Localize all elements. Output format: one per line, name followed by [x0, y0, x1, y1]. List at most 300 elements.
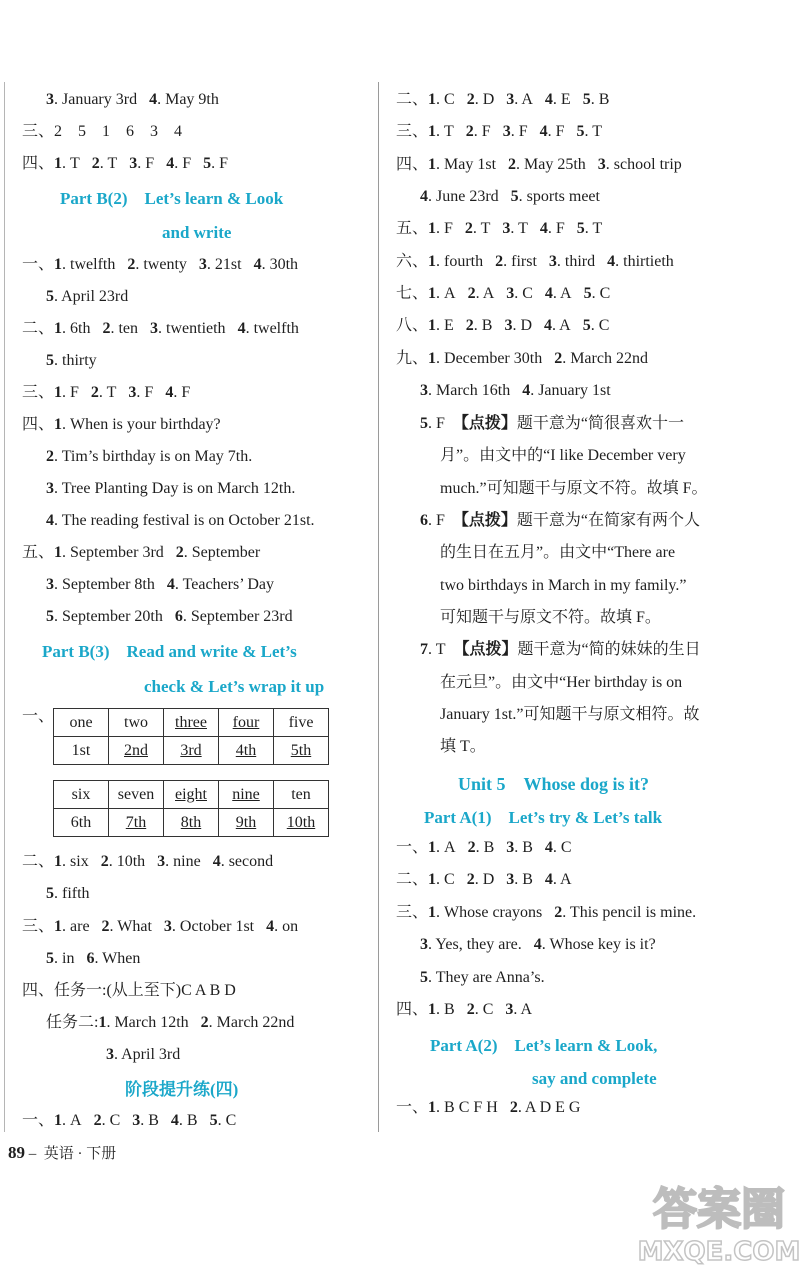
- item-number: 3: [106, 1046, 114, 1063]
- item-answer: . F: [211, 155, 228, 172]
- item-number: 4: [539, 220, 548, 237]
- item-answer: . A: [436, 839, 456, 856]
- item-answer: . sports meet: [518, 188, 600, 205]
- table-row: [54, 781, 329, 809]
- item-answer: . B: [473, 317, 493, 334]
- item-number: 2: [175, 544, 184, 561]
- item-number: 2: [467, 285, 476, 302]
- item-answer: . D: [474, 91, 495, 108]
- question-prefix: 四、: [22, 416, 55, 433]
- item-number: 3: [506, 871, 515, 888]
- item-number: 3: [506, 839, 515, 856]
- item-number: 4: [544, 285, 553, 302]
- item-answer: . Whose key is it?: [541, 936, 656, 953]
- table-cell: [109, 809, 164, 837]
- answer-line: [46, 286, 128, 308]
- item-number: 2: [127, 256, 136, 273]
- cell-text: 10th: [286, 813, 316, 831]
- item-answer: . nine: [165, 853, 201, 870]
- answer-line: [420, 934, 656, 956]
- explanation-line: 填 T。: [440, 738, 486, 755]
- item-answer: . September 20th: [54, 608, 163, 625]
- explanation-line: two birthdays in March in my family.”: [440, 577, 687, 594]
- item-number: 3: [163, 918, 172, 935]
- table-cell: [274, 737, 329, 765]
- unit-heading: Unit 5 Whose dog is it?: [458, 774, 650, 794]
- answer-line: [46, 606, 293, 628]
- item-number: 1: [428, 123, 437, 140]
- item-number: 1: [428, 156, 437, 173]
- item-answer: . 21st: [206, 256, 242, 273]
- item-number: 4: [166, 155, 175, 172]
- item-answer: . D: [512, 317, 533, 334]
- item-number: 2: [554, 350, 563, 367]
- item-answer: . A: [552, 317, 571, 334]
- item-number: 4: [253, 256, 262, 273]
- item-answer: . March 16th: [428, 382, 511, 399]
- item-number: 2: [466, 871, 475, 888]
- item-answer: . September 23rd: [182, 608, 293, 625]
- item-number: 5: [46, 288, 54, 305]
- item-answer: . B: [140, 1112, 159, 1129]
- item-number: 1: [54, 320, 63, 337]
- item-answer: . March 22nd: [208, 1014, 295, 1031]
- item-answer: . October 1st: [171, 918, 255, 935]
- cell-text: 2nd: [124, 741, 148, 759]
- item-number: 2: [467, 839, 476, 856]
- item-number: 2: [509, 1099, 518, 1116]
- watermark-logo: [634, 1172, 804, 1272]
- item-number: 2: [465, 317, 474, 334]
- question-prefix: 二、: [22, 853, 55, 870]
- explanation-line: 7. T 【点拨】题干意为“简的妹妹的生日: [420, 641, 701, 658]
- item-answer: . January 1st: [530, 382, 611, 399]
- item-answer: . May 25th: [516, 156, 586, 173]
- item-answer: . May 1st: [436, 156, 497, 173]
- item-answer: . thirtieth: [615, 253, 674, 270]
- item-answer: . March 22nd: [562, 350, 648, 367]
- item-answer: . June 23rd: [428, 188, 499, 205]
- table-row: [54, 809, 329, 837]
- table-cell: [219, 709, 274, 737]
- cell-text: ten: [291, 785, 311, 803]
- item-answer: . April 23rd: [54, 288, 129, 305]
- item-answer: . Whose crayons: [436, 904, 543, 921]
- item-number: 2: [465, 123, 474, 140]
- item-number: 4: [420, 188, 428, 205]
- item-number: 2: [46, 448, 54, 465]
- answer-line: [420, 380, 611, 402]
- answer-line: [396, 251, 674, 273]
- table-cell: [164, 781, 219, 809]
- item-number: 3: [129, 155, 138, 172]
- item-number: 3: [198, 256, 207, 273]
- cell-text: 1st: [71, 741, 91, 759]
- item-answer: . C: [552, 839, 572, 856]
- item-number: 5: [582, 91, 591, 108]
- table-cell: [54, 709, 109, 737]
- answer-line: [396, 154, 682, 176]
- watermark-url: MXQE.COM: [637, 1237, 801, 1267]
- item-number: 2: [466, 1001, 475, 1018]
- item-number: 4: [544, 871, 553, 888]
- question-prefix: 三、: [22, 384, 55, 401]
- item-number: 2: [495, 253, 504, 270]
- item-answer: . fourth: [436, 253, 484, 270]
- question-prefix: 三、: [396, 904, 429, 921]
- item-number: 1: [54, 918, 63, 935]
- cell-text: four: [232, 713, 260, 731]
- item-answer: . C: [590, 317, 610, 334]
- item-answer: . T: [584, 220, 603, 237]
- question-prefix: 三、: [22, 918, 55, 935]
- item-answer: . T: [436, 123, 454, 140]
- answer-line: [22, 916, 298, 938]
- item-number: 1: [98, 1014, 107, 1031]
- item-number: 2: [101, 918, 110, 935]
- item-answer: . B C F H: [436, 1099, 498, 1116]
- item-answer: . F: [137, 155, 155, 172]
- item-answer: . F: [136, 384, 154, 401]
- item-answer: . in: [54, 950, 75, 967]
- item-answer: . fifth: [54, 885, 90, 902]
- item-answer: . B: [514, 839, 533, 856]
- item-answer: . F: [473, 123, 491, 140]
- item-answer: . A: [513, 1001, 533, 1018]
- question-prefix: 一、: [22, 256, 55, 273]
- item-answer: . six: [62, 853, 89, 870]
- question-prefix: 八、: [396, 317, 429, 334]
- item-answer: . twelfth: [62, 256, 116, 273]
- item-number: 1: [54, 384, 63, 401]
- item-answer: . March 12th: [106, 1014, 189, 1031]
- answer-line: [396, 121, 602, 143]
- item-answer: . C: [101, 1112, 121, 1129]
- section-heading: and write: [162, 223, 232, 242]
- item-answer: . 30th: [261, 256, 299, 273]
- table-cell: [109, 781, 164, 809]
- item-answer: . C: [514, 285, 533, 302]
- item-number: 4: [165, 384, 174, 401]
- item-answer: . second: [220, 853, 274, 870]
- question-prefix: 四、: [22, 155, 55, 172]
- item-number: 4: [539, 123, 548, 140]
- answer-line: [22, 414, 221, 436]
- item-answer: . C: [436, 871, 455, 888]
- item-number: 1: [428, 839, 437, 856]
- item-answer: . C: [474, 1001, 494, 1018]
- question-prefix: 任务二:: [46, 1014, 99, 1031]
- answer-line: [46, 948, 140, 970]
- item-number: 4: [212, 853, 221, 870]
- answer-line: [396, 283, 610, 305]
- item-number: 1: [54, 1112, 63, 1129]
- item-number: 5: [510, 188, 519, 205]
- item-number: 3: [46, 480, 54, 497]
- answer-line: [396, 89, 609, 111]
- answer-line: [46, 478, 295, 500]
- question-prefix: 三、: [396, 123, 429, 140]
- item-number: 1: [428, 904, 437, 921]
- item-number: 4: [544, 839, 553, 856]
- item-number: 4: [533, 936, 542, 953]
- item-answer: . A: [62, 1112, 82, 1129]
- question-prefix: 二、: [22, 320, 55, 337]
- answer-line: [22, 1110, 236, 1132]
- item-answer: . F: [510, 123, 528, 140]
- item-number: 5: [582, 317, 591, 334]
- cell-text: one: [69, 713, 93, 731]
- question-prefix: 二、: [396, 871, 429, 888]
- item-answer: . When: [94, 950, 141, 967]
- item-number: 3: [505, 1001, 514, 1018]
- table-cell: [54, 737, 109, 765]
- item-number: 6: [86, 950, 95, 967]
- cell-text: two: [124, 713, 148, 731]
- item-answer: . F: [174, 155, 192, 172]
- item-number: 2: [93, 1112, 102, 1129]
- item-number: 2: [508, 156, 517, 173]
- item-number: 1: [54, 256, 63, 273]
- item-number: 4: [544, 317, 553, 334]
- item-answer: . T: [510, 220, 528, 237]
- answer-line: [22, 382, 190, 404]
- question-prefix: 四、: [396, 1001, 429, 1018]
- explanation-line: 可知题干与原文不符。故填 F。: [440, 609, 661, 626]
- answer-line: [46, 446, 252, 468]
- cell-text: five: [288, 713, 314, 731]
- answer-line: [46, 350, 97, 372]
- item-answer: . A: [552, 285, 572, 302]
- item-number: 5: [46, 608, 54, 625]
- left-page-edge: [4, 82, 5, 1132]
- item-number: 5: [576, 220, 585, 237]
- answer-line: [396, 1097, 580, 1119]
- item-answer: . E: [552, 91, 571, 108]
- item-answer: . December 30th: [436, 350, 543, 367]
- table-cell: [219, 781, 274, 809]
- item-answer: . A: [552, 871, 572, 888]
- answer-line: [46, 574, 274, 596]
- item-number: 3: [502, 123, 511, 140]
- footer-subject: 英语 · 下册: [43, 1146, 117, 1162]
- item-number: 4: [237, 320, 246, 337]
- explanation-line: 6. F 【点拨】题干意为“在简家有两个人: [420, 512, 701, 529]
- question-prefix: 九、: [396, 350, 429, 367]
- item-number: 2: [100, 853, 109, 870]
- item-number: 1: [54, 416, 63, 433]
- item-number: 4: [170, 1112, 179, 1129]
- table-cell: [164, 737, 219, 765]
- table-cell: [109, 709, 164, 737]
- item-number: 3: [46, 576, 54, 593]
- item-number: 4: [544, 91, 553, 108]
- explanation-line: much.”可知题干与原文不符。故填 F。: [440, 480, 708, 497]
- item-answer: . B: [514, 871, 533, 888]
- item-answer: . Yes, they are.: [428, 936, 522, 953]
- question-prefix: 一、: [396, 839, 429, 856]
- item-number: 4: [166, 576, 175, 593]
- cell-text: eight: [175, 785, 207, 803]
- cell-text: 8th: [180, 813, 202, 831]
- item-answer: . on: [274, 918, 299, 935]
- item-answer: . twenty: [135, 256, 187, 273]
- item-answer: . F: [436, 220, 453, 237]
- item-answer: . What: [109, 918, 152, 935]
- item-answer: . A: [475, 285, 495, 302]
- item-number: 1: [54, 155, 63, 172]
- item-number: 2: [91, 155, 100, 172]
- item-answer: . A D E G: [517, 1099, 581, 1116]
- answer-line: [420, 186, 600, 208]
- table-cell: [274, 781, 329, 809]
- item-number: 6: [174, 608, 183, 625]
- item-number: 4: [607, 253, 616, 270]
- item-number: 1: [428, 871, 437, 888]
- item-answer: . Tree Planting Day is on March 12th.: [54, 480, 296, 497]
- item-number: 3: [502, 220, 511, 237]
- item-number: 1: [54, 853, 63, 870]
- item-answer: . Teachers’ Day: [174, 576, 274, 593]
- item-number: 5: [203, 155, 212, 172]
- item-answer: . first: [503, 253, 537, 270]
- item-number: 2: [102, 320, 111, 337]
- item-answer: . F: [173, 384, 191, 401]
- item-answer: . April 3rd: [114, 1046, 181, 1063]
- answer-line: [420, 967, 545, 989]
- cell-text: seven: [117, 785, 155, 803]
- answer-line: 3. January 3rd 4. May 9th: [46, 91, 219, 108]
- answer-line: [396, 218, 602, 240]
- item-answer: . third: [556, 253, 596, 270]
- cell-text: 4th: [235, 741, 257, 759]
- column-divider: [378, 82, 379, 1132]
- item-number: 5: [46, 950, 54, 967]
- answer-line: [396, 837, 572, 859]
- item-number: 5: [209, 1112, 218, 1129]
- item-number: 2: [464, 220, 473, 237]
- explanation-line: 月”。由文中的“I like December very: [440, 447, 686, 464]
- item-number: 1: [428, 1001, 437, 1018]
- question-prefix: 二、: [396, 91, 429, 108]
- cell-text: 7th: [125, 813, 147, 831]
- item-answer: . C: [436, 91, 455, 108]
- item-number: 5: [46, 352, 54, 369]
- answer-line: [106, 1044, 180, 1066]
- table-cell: [54, 809, 109, 837]
- item-answer: . T: [472, 220, 491, 237]
- item-answer: . thirty: [54, 352, 97, 369]
- item-answer: . September 3rd: [62, 544, 164, 561]
- table-cell: [109, 737, 164, 765]
- question-prefix: 一、: [22, 708, 55, 725]
- item-answer: . A: [514, 91, 533, 108]
- cell-text: 5th: [290, 741, 312, 759]
- item-answer: . ten: [110, 320, 139, 337]
- item-number: 3: [597, 156, 606, 173]
- item-number: 3: [506, 285, 515, 302]
- item-answer: . This pencil is mine.: [562, 904, 697, 921]
- item-number: 3: [132, 1112, 141, 1129]
- table-cell: [54, 781, 109, 809]
- item-number: 3: [504, 317, 513, 334]
- item-answer: . B: [178, 1112, 198, 1129]
- item-answer: . B: [436, 1001, 455, 1018]
- item-answer: . September 8th: [54, 576, 155, 593]
- item-answer: . C: [591, 285, 611, 302]
- item-answer: . The reading festival is on October 21st.: [54, 512, 315, 529]
- item-number: 3: [150, 320, 159, 337]
- cell-text: three: [175, 713, 207, 731]
- item-answer: . F: [547, 220, 565, 237]
- answer-line: [22, 542, 260, 564]
- item-answer: . twentieth: [158, 320, 226, 337]
- item-number: 5: [46, 885, 54, 902]
- section-heading: Part B(3) Read and write & Let’s: [42, 642, 297, 661]
- answer-line: [396, 902, 696, 924]
- section-heading: Part A(2) Let’s learn & Look,: [430, 1036, 658, 1055]
- item-answer: . twelfth: [245, 320, 299, 337]
- item-answer: . A: [436, 285, 456, 302]
- item-number: 4: [46, 512, 54, 529]
- item-answer: . C: [217, 1112, 237, 1129]
- item-number: 3: [506, 91, 515, 108]
- item-answer: . T: [584, 123, 602, 140]
- answer-line: [396, 315, 609, 337]
- table-cell: [219, 809, 274, 837]
- explanation-line: 的生日在五月”。由文中“There are: [440, 544, 676, 561]
- question-prefix: 一、: [396, 1099, 429, 1116]
- page-number: 89: [8, 1143, 25, 1162]
- item-answer: . Tim’s birthday is on May 7th.: [54, 448, 253, 465]
- footer-dash: –: [28, 1146, 37, 1162]
- item-number: 2: [200, 1014, 209, 1031]
- item-number: 2: [466, 91, 475, 108]
- table-row: [54, 737, 329, 765]
- item-answer: . T: [99, 155, 118, 172]
- item-number: 3: [128, 384, 137, 401]
- table-cell: [164, 809, 219, 837]
- item-answer: . are: [62, 918, 90, 935]
- section-heading: check & Let’s wrap it up: [144, 677, 325, 696]
- question-prefix: 一、: [22, 1112, 55, 1129]
- section-heading: Part A(1) Let’s try & Let’s talk: [424, 808, 663, 827]
- table-row: [54, 709, 329, 737]
- item-number: 5: [420, 969, 428, 986]
- explanation-line: 5. F 【点拨】题干意为“简很喜欢十一: [420, 415, 685, 432]
- answer-line: [46, 510, 315, 532]
- item-number: 3: [548, 253, 557, 270]
- item-number: 3: [420, 936, 428, 953]
- item-answer: . E: [436, 317, 454, 334]
- item-number: 1: [428, 317, 437, 334]
- answer-line: [22, 153, 228, 175]
- item-answer: . D: [474, 871, 495, 888]
- item-answer: . 10th: [108, 853, 146, 870]
- question-prefix: 六、: [396, 253, 429, 270]
- section-heading: 阶段提升练(四): [125, 1080, 239, 1099]
- item-answer: . They are Anna’s.: [428, 969, 545, 986]
- section-heading: Part B(2) Let’s learn & Look: [60, 189, 284, 208]
- item-number: 1: [428, 285, 437, 302]
- item-answer: . B: [590, 91, 610, 108]
- item-answer: . F: [547, 123, 565, 140]
- cell-text: 3rd: [180, 741, 202, 759]
- item-number: 1: [428, 1099, 437, 1116]
- table-cell: [219, 737, 274, 765]
- item-number: 1: [54, 544, 63, 561]
- item-answer: . T: [98, 384, 117, 401]
